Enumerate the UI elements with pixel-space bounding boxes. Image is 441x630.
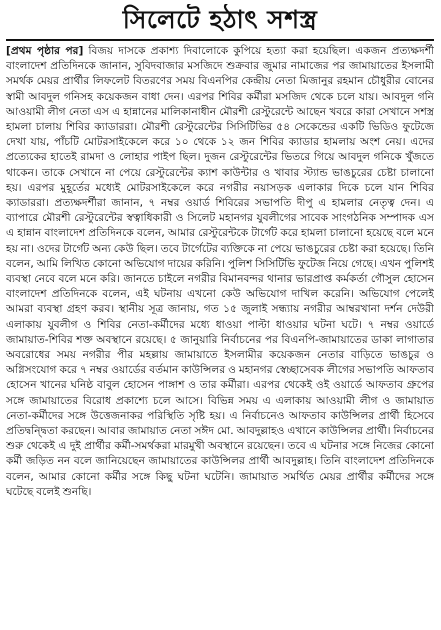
headline: সিলেটে হঠাৎ সশস্ত্র [122, 5, 318, 34]
article-body-text: বিজয় দাসকে প্রকাশ্য দিবালোকে কুপিয়ে হত্যা করা হয়েছিল। একজন প্রত্যক্ষদর্শী বাংলাদেশ প্রতিদিনকে জানান, সুবিদবাজার মসজিদে শুক্রবার জুমার নামাজের পর জামায়াতের ইসলামী সমর্থক মেয়র প্রার্থীর লিফলেট বিতরণের সময় বিএনপির কেন্দ্রীয় নেতা মিজানুর রহমান চৌধুরীর বোনের স্বামী আবদুল গনিসহ কয়েকজন বাধা দেন। এরপর শিবির কর্মীরা মসজিদ থেকে চলে যায়। আবদুল গনি আওয়ামী লীগ নেতা এস এ হান্নানের মালিকানাধীন মৌরশী রেস্টুরেন্টে আছেন খবরে কারা সেখানে সশস্ত্র হামলা চালায় শিবির ক্যাডাররা। মৌরশী রেস্টুরেন্টের সিসিটিভির ৫৪ সেকেন্ডের একটি ভিডিও ফুটেজে দেখা যায়, পাঁচটি মোটরসাইকেলে করে ১০ থেকে ১২ জন শিবির ক্যাডার হামলায় অংশ নেয়। এদের প্রত্যেকের হাতেই রামদা ও লোহার পাইপ ছিল। দুজন রেস্টুরেন্টের ভিতরে গিয়ে আবদুল গনিকে খুঁজতে থাকেন। তাকে সেখানে না পেয়ে রেস্টুরেন্টের ক্যাশ কাউন্টার ও খাবার স্ট্যান্ড ভাঙচুরের চেষ্টা চালানো হয়। এরপর মুহূর্তের মধ্যেই মোটরসাইকেলে করে নগরীর নয়াসড়ক এলাকার দিকে চলে যান শিবির ক্যাডাররা। প্রত্যক্ষদর্শীরা জানান, ৭ নম্বর ওয়ার্ড শিবিরের সভাপতি দীপু এ হামলার নেতৃত্ব দেন। এ ব্যাপারে মৌরশী রেস্টুরেন্টের স্বত্বাধিকারী ও সিলেট মহানগর যুবলীগের সাবেক সাংগঠনিক সম্পাদক এস এ হান্নান বাংলাদেশ প্রতিদিনকে বলেন, আমার রেস্টুরেন্টকে টার্গেট করে হামলা চালানো হয়েছে বলে মনে হয় না। ওদের টার্গেট অন্য কেউ ছিল। তবে টার্গেটের ব্যক্তিকে না পেয়ে ভাঙচুরের চেষ্টা করা হয়েছে। তিনি বলেন, আমি লিখিত কোনো অভিযোগ দায়ের করিনি। পুলিশ সিসিটিভি ফুটেজ নিয়ে গেছে। এখন পুলিশই ব্যবস্থা নেবে বলে মনে করি। জানতে চাইলে নগরীর বিমানবন্দর থানার ভারপ্রাপ্ত কর্মকর্তা গৌসুল হোসেন বাংলাদেশ প্রতিদিনকে বলেন, এই ঘটনায় এখনো কেউ অভিযোগ দাখিল করেনি। অভিযোগ পেলেই আমরা ব্যবস্থা গ্রহণ করব। স্থানীয় সূত্র জানায়, গত ১৫ জুলাই সন্ধ্যায় নগরীর আম্বরখানা দর্শন দেউরী এলাকায় যুবলীগ ও শিবির নেতা-কর্মীদের মধ্যে ধাওয়া পাল্টা ধাওয়ার ঘটনা ঘটে। ৭ নম্বর ওয়ার্ডে জামায়াত-শিবির শক্ত অবস্থানে রয়েছে। ৫ জানুয়ারি নির্বাচনের পর বিএনপি-জামায়াতের ডাকা লাগাতার অবরোধের সময় নগরীর পীর মহল্লায় জামায়াতে ইসলামীর কয়েকজন নেতার বাড়িতে ভাঙচুর ও অগ্নিসংযোগ করে ৭ নম্বর ওয়ার্ডের বর্তমান কাউন্সিলর ও মহানগর স্বেচ্ছাসেবক লীগের সভাপতি আফতাব হোসেন খানের ঘনিষ্ঠ বাবুল হোসেন পাঙ্গাশ ও তার কর্মীরা। এরপর থেকেই ওই ওয়ার্ডে আফতাব গ্রুপের সঙ্গে জামায়াতের বিরোধ প্রকাশ্যে চলে আসে। বিভিন্ন সময় এ এলাকায় আওয়ামী লীগ ও জামায়াত নেতা-কর্মীদের সঙ্গে উত্তেজনাকর পরিস্থিতি সৃষ্টি হয়। এ নির্বাচনেও আফতাব কাউন্সিলর প্রার্থী হিসেবে প্রতিদ্বন্দ্বিতা করছেন। আবার জামায়াত নেতা সঈদ মো. আবদুল্লাহও এখানে কাউন্সিলর প্রার্থী। নির্বাচনের শুরু থেকেই এ দুই প্রার্থীর কর্মী-সমর্থকরা মারমুখী অবস্থানে রয়েছেন। তবে এ ঘটনার সঙ্গে নিজের কোনো কর্মী জড়িত নন বলে জানিয়েছেন জামায়াতের কাউন্সিলর প্রার্থী আবদুল্লাহ। তিনি বাংলাদেশ প্রতিদিনকে বলেন, আমার কোনো কর্মীর সঙ্গে কিছু ঘটনা ঘটেনি। জামায়াত সমর্থিত মেয়র প্রার্থীর কর্মীদের সঙ্গে ঘটেছে বলেই শুনছি। [6, 45, 434, 498]
continuation-kicker: [প্রথম পৃষ্ঠার পর] [6, 45, 84, 57]
article-body [6, 44, 434, 500]
news-article [6, 4, 434, 624]
headline-divider [6, 39, 434, 41]
